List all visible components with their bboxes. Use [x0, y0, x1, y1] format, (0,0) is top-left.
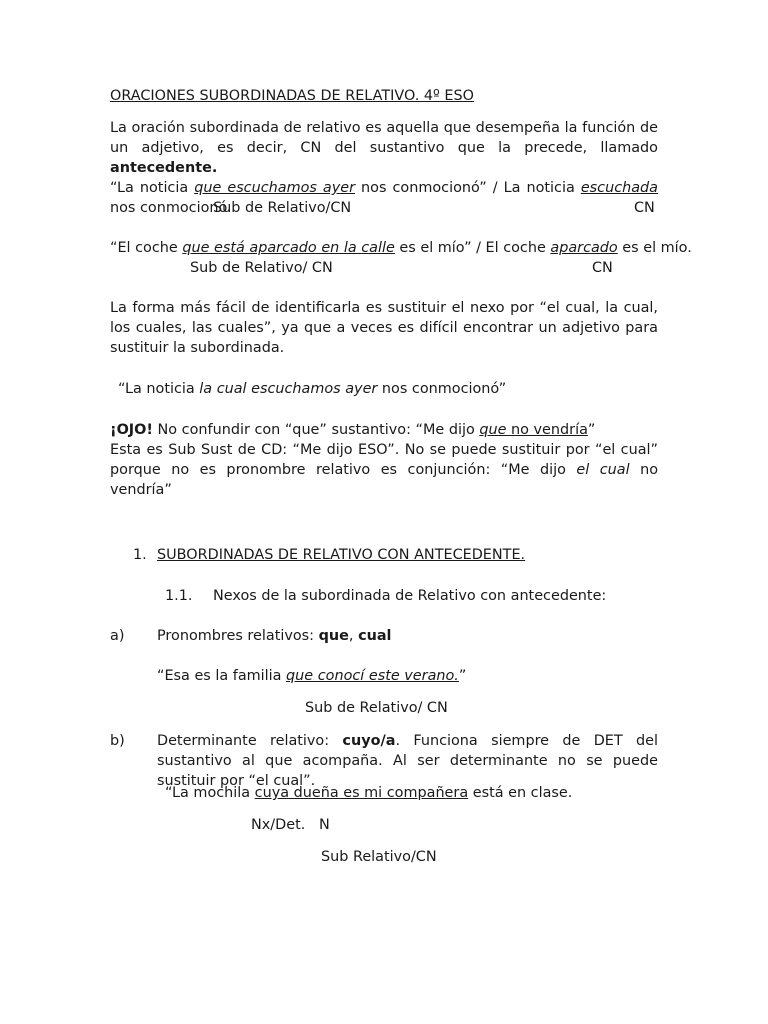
item-b-example — [165, 783, 572, 803]
ex1-text-2: nos conmocionó” / La noticia — [355, 180, 581, 196]
ex2-underlined-1: que está aparcado en la calle — [182, 240, 395, 256]
ojo-italic: el cual — [576, 462, 630, 478]
item-b-marker: b) — [110, 733, 125, 749]
item-b-example-text-2: está en clase. — [468, 785, 573, 801]
section-1-heading — [133, 545, 147, 565]
item-b-cuyo: cuyo/a — [342, 733, 396, 749]
section-1-1-number: 1.1. — [165, 588, 193, 604]
ex2-label-cn: CN — [592, 260, 613, 276]
item-b-label-nx: Nx/Det. N — [251, 817, 330, 833]
ex3-text-2: nos conmocionó” — [377, 381, 507, 397]
section-1-number: 1. — [133, 547, 147, 563]
ex2-text-1: “El coche — [110, 240, 183, 256]
item-a-sep: , — [348, 628, 359, 644]
item-a-label-sub: Sub de Relativo/ CN — [305, 700, 448, 716]
item-b-example-underlined: cuya dueña es mi compañera — [254, 785, 469, 801]
intro-paragraph — [110, 118, 658, 178]
example-2 — [110, 238, 692, 258]
section-1-1-title: Nexos de la subordinada de Relativo con antecedente: — [213, 588, 607, 604]
ojo-paragraph — [110, 440, 658, 500]
item-b-rest: . Funciona siempre de DET del sustantivo al que acompaña. Al ser determinante no se puede sustituir por “el cual”. — [157, 733, 658, 789]
item-a-marker: a) — [110, 628, 125, 644]
ex1-underlined-1: que escuchamos ayer — [194, 180, 356, 196]
ex2-text-2: es el mío” / El coche — [394, 240, 551, 256]
ex1-underlined-2: escuchada — [580, 180, 659, 196]
item-b-example-text-1: “La mochila — [165, 785, 255, 801]
ojo-text-4: no vendría” — [110, 462, 659, 498]
ex3-text-1: “La noticia — [118, 381, 200, 397]
item-b-label: Determinante relativo: — [157, 733, 343, 749]
item-b-label-sub: Sub Relativo/CN — [321, 849, 437, 865]
intro-bold: antecedente. — [110, 160, 218, 176]
ojo-line-1 — [110, 420, 595, 440]
page-title — [110, 86, 474, 106]
ex2-label-sub: Sub de Relativo/ CN — [190, 260, 333, 276]
ex1-label-cn: CN — [634, 200, 655, 216]
ex1-label-sub: Sub de Relativo/CN — [213, 200, 352, 216]
section-1-title-text: SUBORDINADAS DE RELATIVO CON ANTECEDENTE. — [157, 547, 526, 563]
title-text: ORACIONES SUBORDINADAS DE RELATIVO. 4º ESO — [110, 88, 474, 104]
ex1-text-1: “La noticia — [110, 180, 195, 196]
example-3 — [118, 379, 506, 399]
item-a-example-underlined: que conocí este verano. — [286, 668, 459, 684]
ojo-text-3: Esta es Sub Sust de CD: “Me dijo ESO”. No se puede sustituir por “el cual” porque no es pronombre relativo es conjunción: “Me dijo — [110, 442, 658, 478]
example-1 — [110, 178, 658, 218]
ex2-underlined-2: aparcado — [550, 240, 618, 256]
section-1-title — [157, 545, 525, 565]
item-a-que: que — [318, 628, 349, 644]
intro-text: La oración subordinada de relativo es aquella que desempeña la función de un adjetivo, es decir, CN del sustantivo que la precede, llamado — [110, 120, 658, 156]
item-a-label: Pronombres relativos: — [157, 628, 319, 644]
method-paragraph: La forma más fácil de identificarla es sustituir el nexo por “el cual, la cual, los cuales, las cuales”, ya que a veces es difícil encontrar un adjetivo para sustituir la subordinada. — [110, 300, 658, 356]
ojo-bold: ¡OJO! — [110, 422, 153, 438]
item-a-example-text-2: ” — [458, 668, 467, 684]
ex3-italic: la cual escuchamos ayer — [199, 381, 378, 397]
ex1-text-3: nos conmocionó. — [110, 200, 232, 216]
ojo-que: que — [479, 422, 507, 438]
item-a-text — [157, 626, 391, 646]
item-b-text — [157, 731, 658, 791]
ojo-no-vendria: no vendría — [506, 422, 588, 438]
ex2-text-3: es el mío. — [617, 240, 692, 256]
ojo-text-2: ” — [587, 422, 596, 438]
item-a-cual: cual — [358, 628, 392, 644]
item-a-example-text-1: “Esa es la familia — [157, 668, 287, 684]
ojo-text-1: No confundir con “que” sustantivo: “Me dijo — [152, 422, 480, 438]
item-a-example — [157, 666, 466, 686]
